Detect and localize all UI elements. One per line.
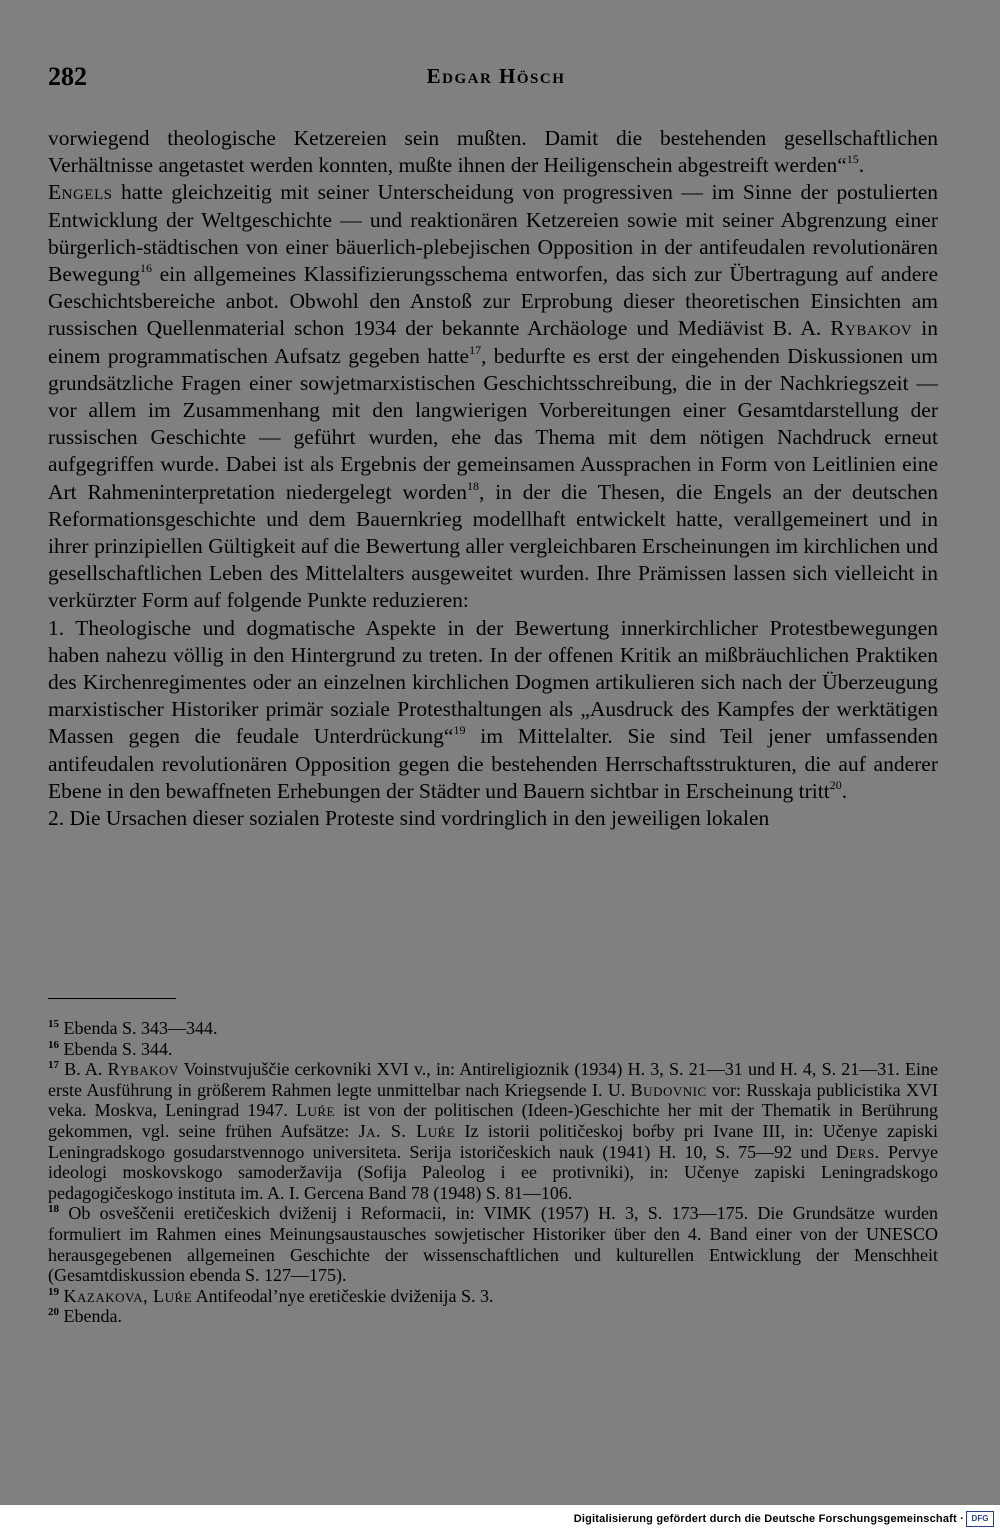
funding-credit: Digitalisierung gefördert durch die Deutsche Forschungsgemeinschaft · bbox=[573, 1513, 964, 1525]
text-run: in einem programmatischen Aufsatz gegeben hatte bbox=[48, 316, 938, 368]
author-name: Rybakov bbox=[830, 316, 913, 341]
footnote-text: Ob osveščenii eretičeskich dviženij i Reformacii, in: VIMK (1957) H. 3, S. 173—175. Die Grundsätze wurden formuliert im Rahmen eines Meinungsaustausches sowjetischer Historiker über den 4. Band einer von der UNESCO herausgegebenen allgemeinen Geschichte der wissenschaftlichen und kulturellen Entwicklung der Menschheit (Gesamtdiskussion ebenda S. 127—175). bbox=[48, 1203, 938, 1286]
footnote-18 bbox=[48, 1203, 938, 1285]
digitization-footer bbox=[0, 1505, 1000, 1533]
author-name: Kazakova, Luŕe bbox=[63, 1285, 193, 1306]
author-name: Luŕe bbox=[296, 1100, 335, 1121]
author-name: Ja. S. Luŕe bbox=[358, 1120, 456, 1141]
author-name: Engels bbox=[48, 180, 113, 205]
footnotes bbox=[48, 1018, 938, 1327]
paragraph-2 bbox=[48, 179, 938, 614]
footnote-text: Ebenda. bbox=[59, 1306, 122, 1327]
paragraph-3 bbox=[48, 615, 938, 805]
dfg-logo-icon: DFG bbox=[966, 1511, 994, 1527]
footnote-text: ist von der politischen (Ideen-)Geschichte her mit der Thematik in Berührung gekommen, vgl. seine frühen Aufsätze: bbox=[48, 1100, 938, 1141]
footnote-text: Voinstvujuščie cerkovniki XVI v., in: Antireligioznik (1934) H. 3, S. 21—31 und H. 4, S. 21—31. Eine erste Ausführung in größerem Rahmen legte unmittelbar nach Kriegsende I. U. bbox=[48, 1059, 939, 1100]
paragraph-1 bbox=[48, 125, 938, 179]
footnote-number: 15 bbox=[48, 1018, 59, 1030]
text-run: hatte gleichzeitig mit seiner Unterscheidung von progressiven — im Sinne der postulierten Entwicklung der Weltgeschichte — und reaktionären Ketzereien sowie mit seiner Abgrenzung einer bürgerlich-städtischen von einer bäuerlich-plebejischen Opposition in der antifeudalen revolutionären Bewegung bbox=[48, 180, 938, 287]
footnote-ref-18: 18 bbox=[467, 478, 479, 493]
page-number: 282 bbox=[48, 62, 87, 91]
paragraph-4: 2. Die Ursachen dieser sozialen Proteste sind vordringlich in den jeweiligen lokalen bbox=[48, 806, 770, 831]
footnote-text: Antifeodal’nye eretičeskie dviženija S. 3. bbox=[192, 1285, 494, 1306]
footnote-text: Iz istorii političeskoj boŕby pri Ivane III, in: Učenye zapiski Leningradskogo gosudarstvennogo universiteta. Serija istoričeskich nauk (1941) H. 10, S. 75—92 und bbox=[48, 1120, 939, 1162]
author-name: Rybakov bbox=[107, 1059, 179, 1080]
text-run: ein allgemeines Klassifizierungsschema entworfen, das sich zur Übertragung auf andere Geschichtsbereiche anbot. Obwohl den Anstoß zur Erprobung dieser theoretischen Einsichten am russischen Quellenmaterial schon 1934 der bekannte Archäologe und Mediävist B. A. bbox=[48, 262, 938, 341]
text-run: , in der die Thesen, die Engels an der deutschen Reformationsgeschichte und dem Bauernkrieg modellhaft entwickelt hatte, verallgemeinert und in ihrer prinzipiellen Gültigkeit auf die Bewertung aller vergleichbaren Erscheinungen im kirchlichen und gesellschaftlichen Leben des Mittelalters ausgeweitet wurden. Ihre Prämissen lassen sich vielleicht in verkürzter Form auf folgende Punkte reduzieren: bbox=[48, 479, 938, 613]
footnote-text: vor: Russkaja publicistika XVI veka. Moskva, Leningrad 1947. bbox=[48, 1079, 938, 1121]
footnote-ref-19: 19 bbox=[453, 723, 466, 738]
footnote-number: 16 bbox=[48, 1038, 59, 1051]
main-text bbox=[48, 125, 938, 832]
footnote-number: 17 bbox=[48, 1059, 59, 1072]
text-run: . bbox=[858, 153, 865, 178]
footnote-number: 20 bbox=[48, 1306, 59, 1319]
footnote-ref-20: 20 bbox=[829, 777, 842, 792]
text-run: , bedurfte es erst der eingehenden Diskussionen um grundsätzliche Fragen einer sowjetmarxistischen Geschichtsschreibung, die in der Nachkriegszeit — vor allem im Zusammenhang mit den langwierigen Vorbereitungen einer Gesamtdarstellung der russischen Geschichte — geführt wurden, ehe das Thema mit dem nötigen Nachdruck erneut aufgegriffen wurde. Dabei ist als Ergebnis der gemeinsamen Aussprachen in Form von Leitlinien eine Art Rahmeninterpretation niedergelegt worden bbox=[48, 343, 938, 504]
footnote-text: Ebenda S. 343—344. bbox=[59, 1018, 218, 1038]
footnote-ref-16: 16 bbox=[139, 261, 152, 276]
footnote-text: Pervye ideologi moskovskogo samoderžavija (Sofija Paleolog i ee protivniki), in: Učenye zapiski Leningradskogo pedagogičeskogo instituta im. A. I. Gercena Band 78 (1948) S. 81—106. bbox=[48, 1141, 938, 1203]
text-run: im Mittelalter. Sie sind Teil jener umfassenden antifeudalen revolutionären Opposition gegen die bestehenden Herrschaftsstrukturen, die auf anderer Ebene in den bewaffneten Erhebungen der Städter und Bauern sichtbar in Erscheinung tritt bbox=[48, 724, 938, 803]
footnote-15 bbox=[48, 1018, 938, 1039]
footnote-text: B. A. bbox=[59, 1059, 108, 1080]
footnote-19 bbox=[48, 1286, 938, 1307]
footnote-divider bbox=[48, 998, 176, 999]
footnote-ref-15: 15 bbox=[846, 152, 859, 167]
footnote-20 bbox=[48, 1306, 938, 1327]
footnote-17 bbox=[48, 1059, 938, 1203]
footnote-text: Ebenda S. 344. bbox=[59, 1038, 173, 1059]
footnote-number: 18 bbox=[48, 1203, 59, 1216]
running-head: Edgar Hösch bbox=[426, 64, 566, 88]
text-run: . bbox=[841, 778, 848, 803]
text-run: vorwiegend theologische Ketzereien sein mußten. Damit die bestehenden gesellschaftlichen Verhältnisse angetastet werden konnten, mußte ihnen der Heiligenschein abgestreift werden“ bbox=[48, 126, 938, 178]
footnote-number: 19 bbox=[48, 1285, 59, 1298]
footnote-ref-17: 17 bbox=[469, 342, 482, 357]
author-name: Budovnic bbox=[630, 1079, 707, 1100]
author-name: Ders. bbox=[835, 1141, 880, 1162]
footnote-16 bbox=[48, 1039, 938, 1060]
page-header bbox=[48, 62, 944, 98]
text-run: 1. Theologische und dogmatische Aspekte in der Bewertung innerkirchlicher Protestbewegungen haben nahezu völlig in den Hintergrund zu treten. In der offenen Kritik an mißbräuchlichen Praktiken des Kirchenregimentes oder an einzelnen kirchlichen Dogmen artikulieren sich nach der Überzeugung marxistischer Historiker primär soziale Protesthaltungen als „Ausdruck des Kampfes der werktätigen Massen gegen die feudale Unterdrückung“ bbox=[48, 615, 938, 749]
